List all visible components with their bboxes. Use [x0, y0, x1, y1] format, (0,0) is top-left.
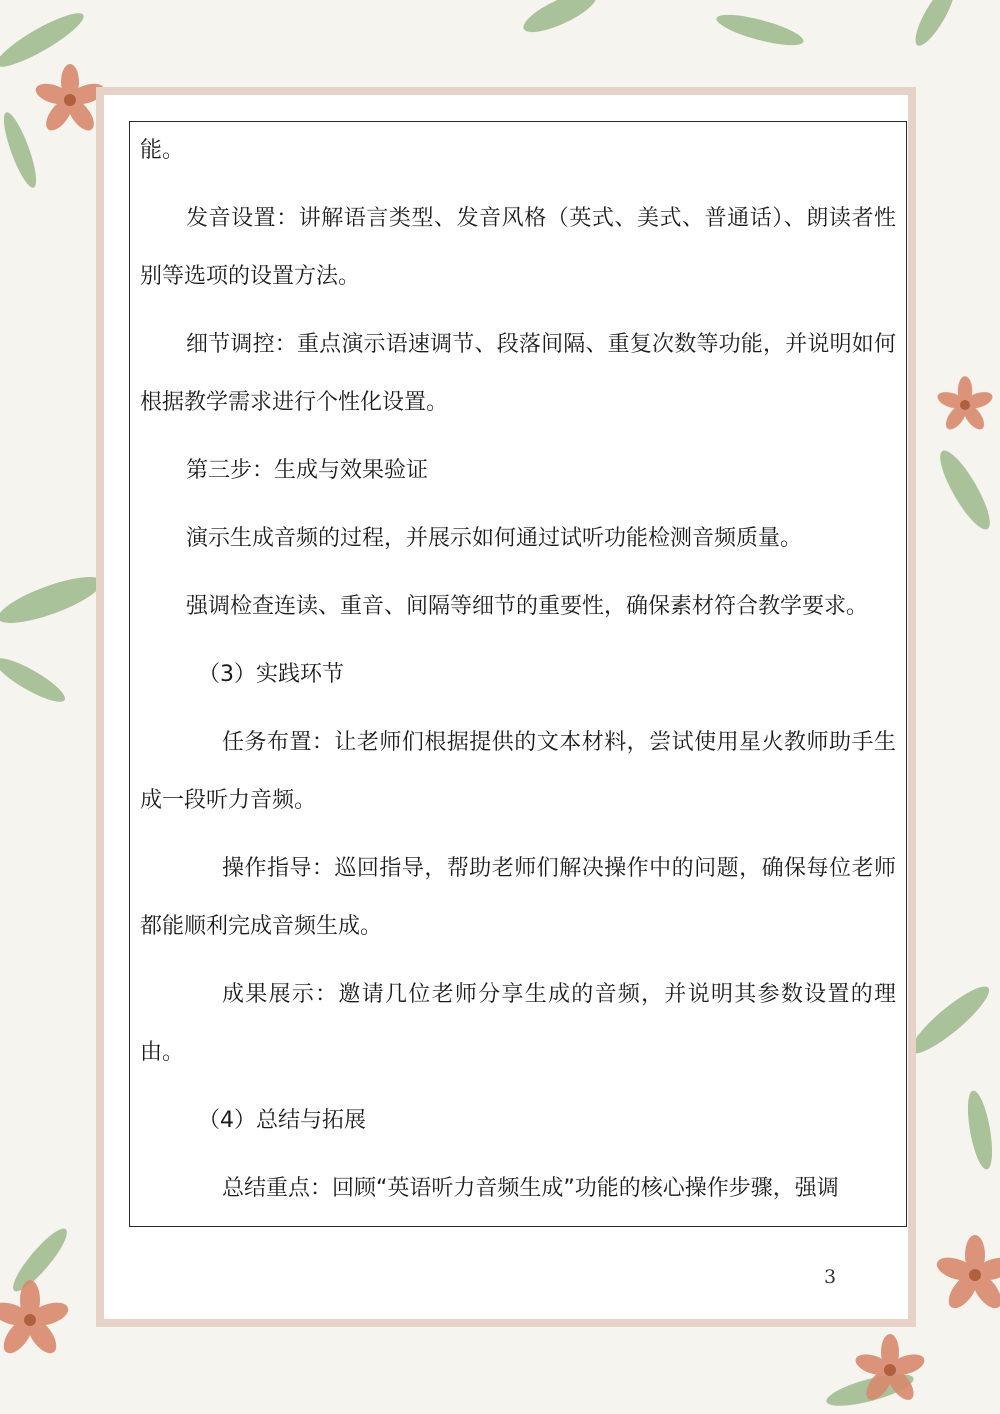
paragraph-result-showcase: 成果展示：邀请几位老师分享生成的音频，并说明其参数设置的理由。 — [140, 982, 896, 1065]
document-body — [140, 122, 896, 1228]
paragraph-task-assignment: 任务布置：让老师们根据提供的文本材料，尝试使用星火教师助手生成一段听力音频。 — [140, 730, 896, 813]
paragraph-continuation: 能。 — [140, 138, 185, 163]
paragraph-check-details: 强调检查连读、重音、间隔等细节的重要性，确保素材符合教学要求。 — [186, 594, 869, 619]
section-heading-practice: （3）实践环节 — [198, 662, 344, 687]
paragraph-step-three-heading: 第三步：生成与效果验证 — [186, 458, 429, 483]
paragraph-demo-generation: 演示生成音频的过程，并展示如何通过试听功能检测音频质量。 — [186, 526, 803, 551]
paragraph-detail-controls: 细节调控：重点演示语速调节、段落间隔、重复次数等功能，并说明如何根据教学需求进行个性化设置。 — [140, 332, 896, 415]
section-heading-summary: （4）总结与拓展 — [198, 1108, 366, 1133]
content-table-cell — [129, 121, 907, 1227]
paragraph-operation-guidance: 操作指导：巡回指导，帮助老师们解决操作中的问题，确保每位老师都能顺利完成音频生成。 — [140, 856, 896, 939]
page-number: 3 — [823, 1266, 837, 1288]
paragraph-pronunciation-settings: 发音设置：讲解语言类型、发音风格（英式、美式、普通话）、朗读者性别等选项的设置方法。 — [140, 206, 896, 289]
paragraph-summary-points: 总结重点：回顾“英语听力音频生成”功能的核心操作步骤，强调 — [222, 1176, 839, 1201]
